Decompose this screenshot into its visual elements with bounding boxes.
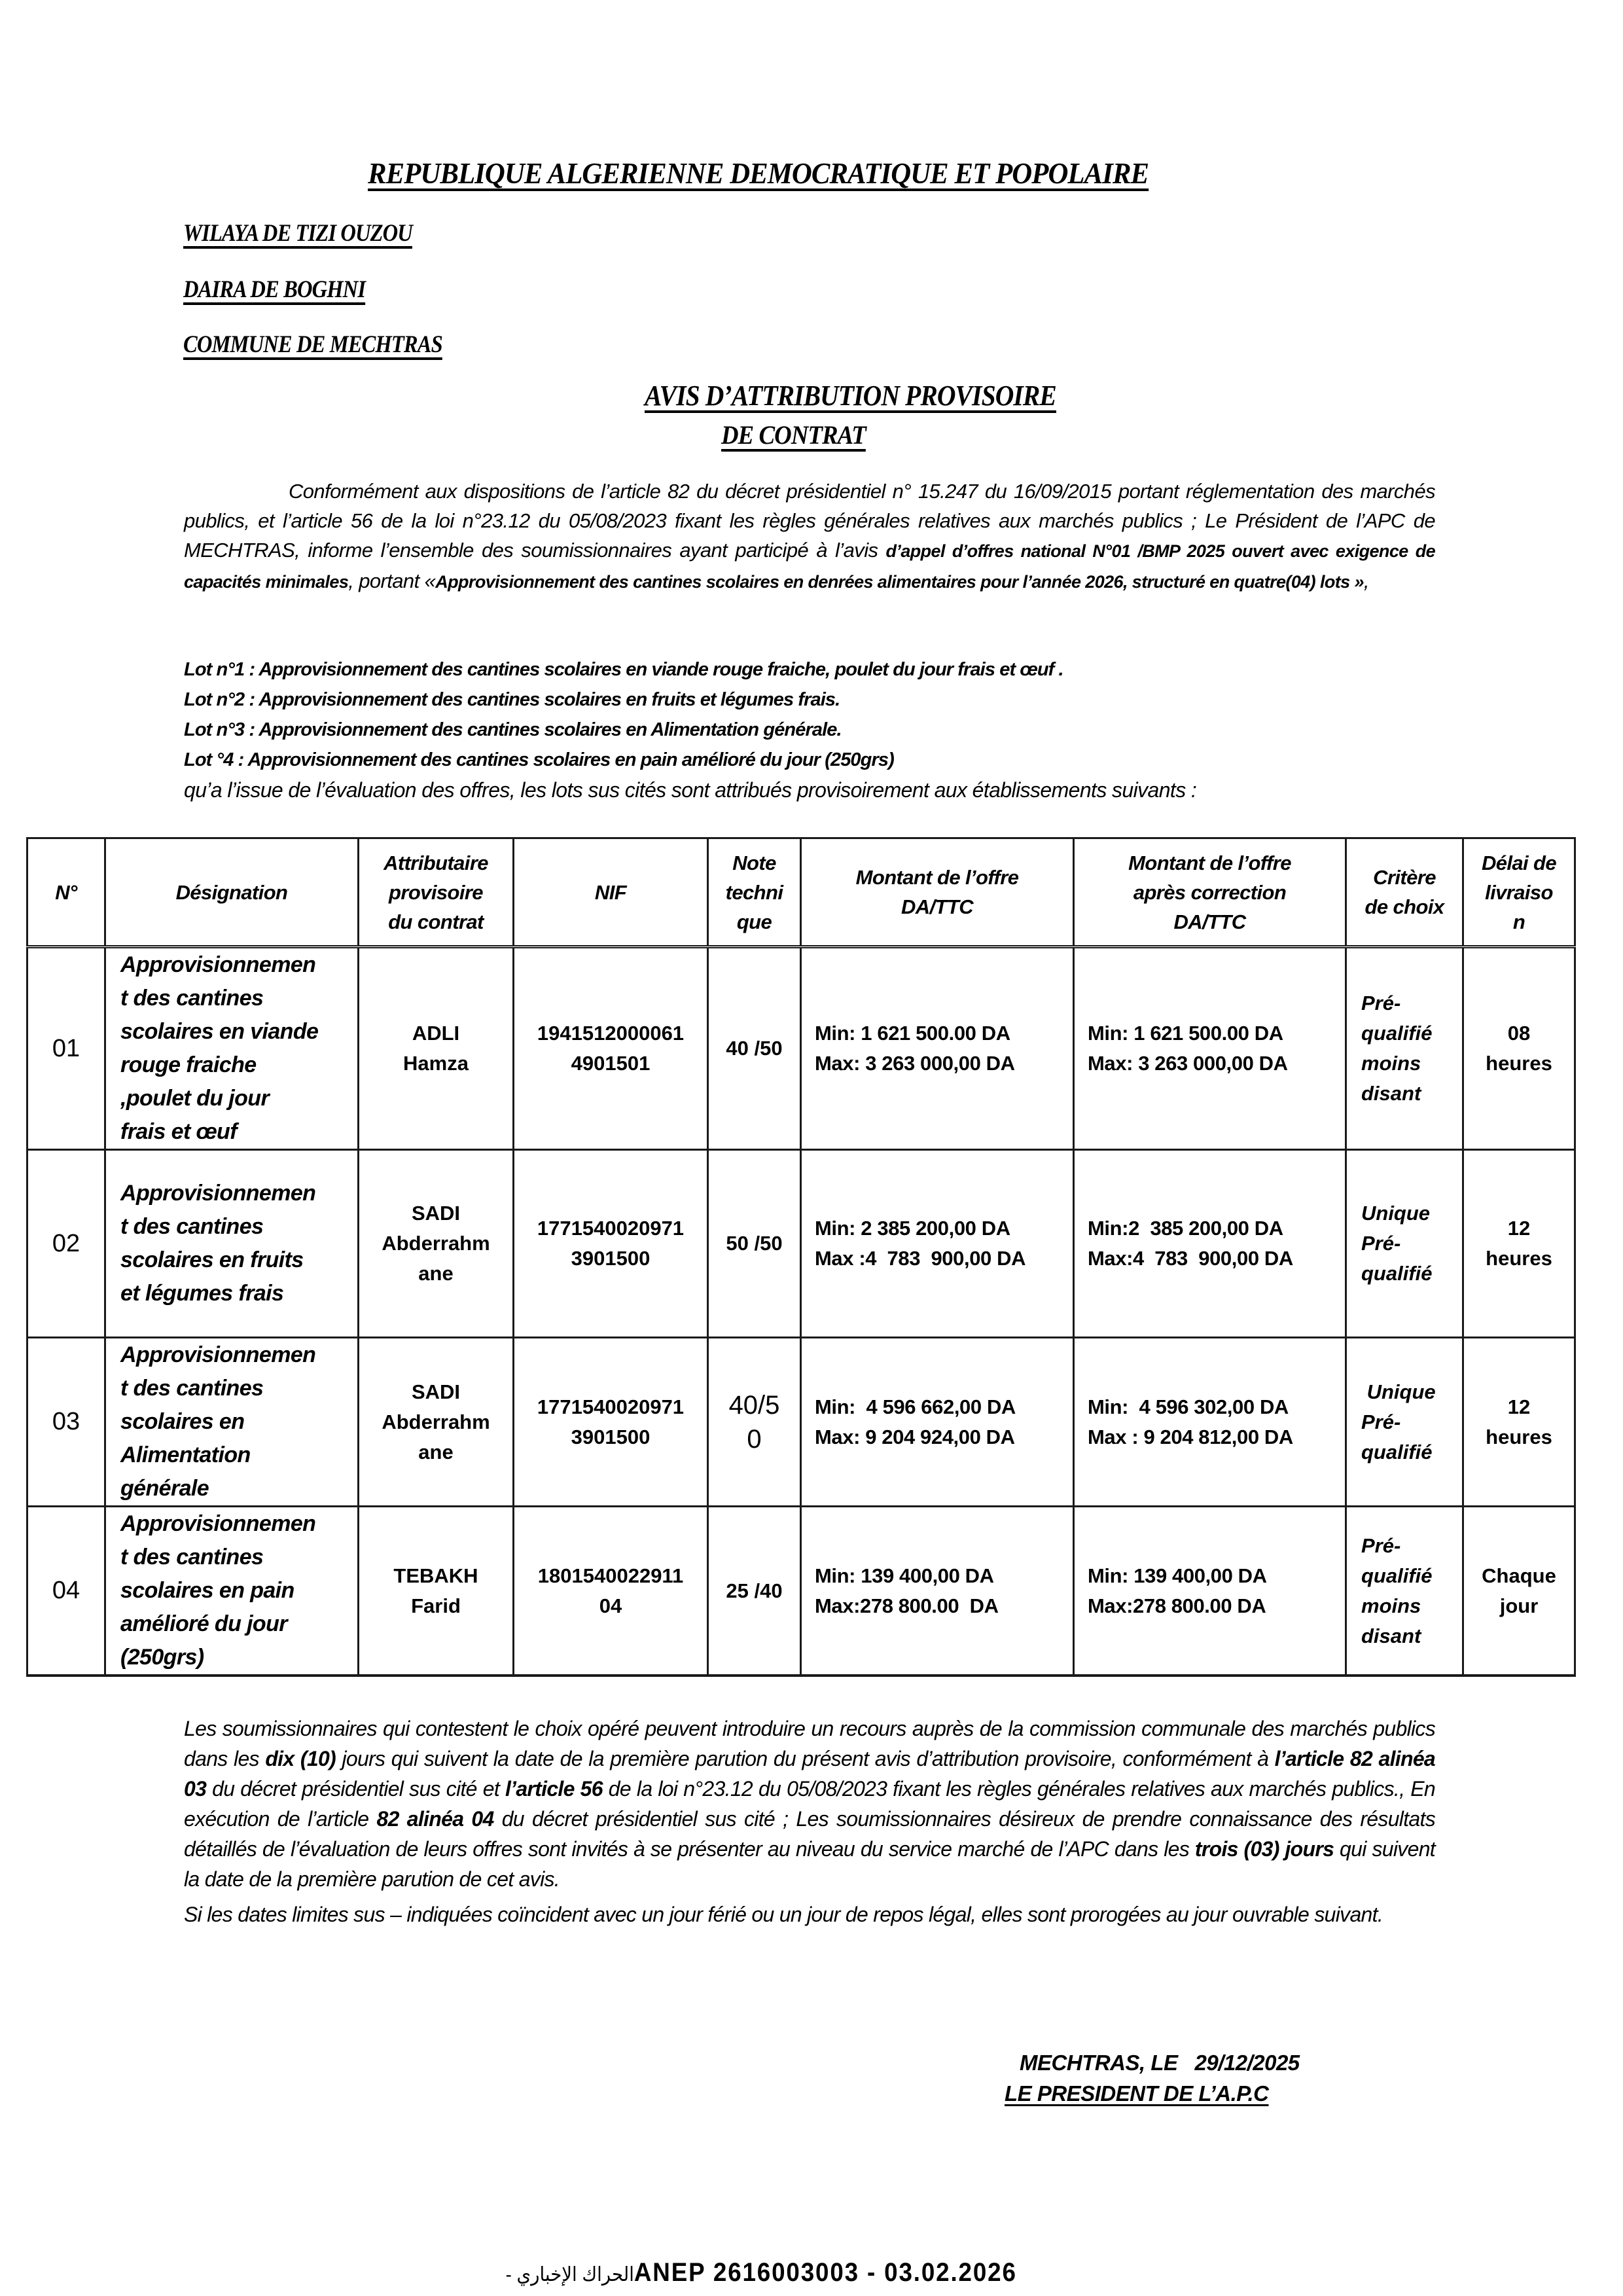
col-header-montant [801, 838, 1074, 947]
cell-line: Montant de l’offre [1128, 851, 1291, 874]
cell-critere [1346, 1150, 1463, 1338]
cell-line: Approvisionnemen [120, 1181, 316, 1206]
lots-list [184, 655, 1435, 775]
cell-montant-correction [1074, 1338, 1346, 1507]
cell-line: 1771540020971 [537, 1395, 685, 1418]
cell-line: 3901500 [571, 1425, 651, 1448]
cell-line: TEBAKH [393, 1564, 478, 1587]
cell-note [708, 1150, 801, 1338]
cell-line: NIF [594, 880, 627, 904]
daira-heading: DAIRA DE BOGHNI [183, 276, 366, 303]
cell-line: provisoire [389, 880, 483, 904]
cell-line: Max: 9 204 924,00 DA [815, 1425, 1015, 1448]
cell-line: Min: 139 400,00 DA [815, 1564, 994, 1587]
lot-item: Lot n°1 : Approvisionnement des cantines scolaires en viande rouge fraiche, poulet du jour frais et œuf . [184, 659, 1063, 680]
col-header-nif [514, 838, 708, 947]
cell-montant [801, 1150, 1074, 1338]
signatory-title: LE PRESIDENT DE L’A.P.C [1005, 2081, 1269, 2106]
cell-line: Montant de l’offre [855, 866, 1019, 889]
cell-attributaire [359, 1338, 514, 1507]
article-ref: 82 alinéa 04 [376, 1807, 494, 1831]
cell-line: ,poulet du jour [120, 1086, 270, 1111]
cell-line: 50 /50 [726, 1232, 783, 1255]
cell-line: Max : 9 204 812,00 DA [1088, 1425, 1293, 1448]
cell-montant [801, 1507, 1074, 1676]
signature-place: MECHTRAS, LE [1020, 2051, 1178, 2075]
cell-line: techni [725, 880, 783, 904]
cell-line: Désignation [175, 880, 288, 904]
commune-heading: COMMUNE DE MECHTRAS [183, 331, 442, 358]
cell-line: scolaires en viande [120, 1019, 319, 1044]
col-header-designation [105, 838, 359, 947]
cell-line: SADI [411, 1202, 461, 1225]
signature-date: 29/12/2025 [1194, 2051, 1300, 2075]
cell-line: DA/TTC [901, 895, 974, 918]
cell-num: 04 [27, 1507, 105, 1676]
cell-line: Chaque [1482, 1564, 1556, 1587]
cell-line: t des cantines [120, 1545, 264, 1570]
attribution-intro: qu’a l’issue de l’évaluation des offres, les lots sus cités sont attribués provisoirement aux établissements suivants : [184, 778, 1197, 802]
cell-line: et légumes frais [120, 1281, 284, 1306]
cell-line: Délai de [1481, 851, 1557, 874]
cell-line: moins [1361, 1052, 1421, 1075]
attribution-table [26, 837, 1576, 1677]
cell-montant [801, 1338, 1074, 1507]
cell-designation [105, 1338, 359, 1507]
cell-line: disant [1361, 1082, 1421, 1105]
cell-line: qualifié [1361, 1262, 1433, 1285]
intro-tender-ref: d’appel d’offres national N°01 /BMP 2025 ouvert avec exigence de capacités minimales [184, 541, 1435, 592]
col-header-attributaire [359, 838, 514, 947]
cell-line: Min: 139 400,00 DA [1088, 1564, 1267, 1587]
cell-line: Min:2 385 200,00 DA [1088, 1217, 1283, 1240]
table-row [27, 1338, 1575, 1507]
cell-line: Max: 3 263 000,00 DA [1088, 1052, 1288, 1075]
cell-line: Min: 2 385 200,00 DA [815, 1217, 1010, 1240]
cell-designation [105, 1150, 359, 1338]
cell-attributaire [359, 947, 514, 1150]
cell-line: Unique [1361, 1380, 1436, 1403]
cell-line: Max: 3 263 000,00 DA [815, 1052, 1015, 1075]
table-row [27, 947, 1575, 1150]
deadline-recourse: dix (10) [265, 1747, 336, 1770]
col-header-delai [1463, 838, 1575, 947]
cell-montant [801, 947, 1074, 1150]
cell-line: Note [732, 851, 776, 874]
cell-line: Min: 1 621 500.00 DA [1088, 1022, 1283, 1045]
publication-footer [501, 2258, 1017, 2287]
cell-line: 1801540022911 [537, 1564, 684, 1587]
cell-line: générale [120, 1476, 209, 1501]
cell-line: heures [1486, 1052, 1552, 1075]
cell-line: Approvisionnemen [120, 1511, 316, 1536]
cell-line: t des cantines [120, 986, 264, 1011]
cell-line: N° [55, 880, 77, 904]
newspaper-name: الحراك الإخباري - [501, 2264, 634, 2286]
table-header [27, 838, 1575, 947]
lot-item: Lot n°3 : Approvisionnement des cantines scolaires en Alimentation générale. [184, 719, 842, 740]
cell-line: t des cantines [120, 1376, 264, 1401]
table-row [27, 1507, 1575, 1676]
cell-line: DA/TTC [1173, 910, 1246, 933]
cell-designation [105, 1507, 359, 1676]
cell-line: après correction [1133, 880, 1287, 904]
cell-critere [1346, 1507, 1463, 1676]
lot-item: Lot °4 : Approvisionnement des cantines scolaires en pain amélioré du jour (250grs) [184, 749, 894, 770]
closing-paragraphs [184, 1713, 1435, 1935]
cell-line: heures [1486, 1425, 1552, 1448]
col-header-note [708, 838, 801, 947]
cell-line: Critère [1373, 866, 1436, 889]
cell-line: Pré- [1361, 1410, 1401, 1433]
cell-line: Attributaire [383, 851, 488, 874]
cell-delai [1463, 1507, 1575, 1676]
cell-line: scolaires en pain [120, 1578, 294, 1603]
cell-delai [1463, 1338, 1575, 1507]
col-header-critere [1346, 838, 1463, 947]
cell-line: heures [1486, 1247, 1552, 1270]
cell-line: 3901500 [571, 1247, 651, 1270]
cell-line: qualifié [1361, 1564, 1433, 1587]
cell-line: Pré- [1361, 992, 1401, 1014]
intro-tender-object: Approvisionnement des cantines scolaires en denrées alimentaires pour l’année 2026, structuré en quatre(04) lots » [435, 572, 1364, 592]
cell-line: 40/5 [728, 1390, 780, 1420]
cell-line: ane [418, 1262, 454, 1285]
cell-line: qualifié [1361, 1022, 1433, 1045]
cell-designation [105, 947, 359, 1150]
intro-paragraph [184, 476, 1435, 597]
col-header-montant-correction [1074, 838, 1346, 947]
cell-line: Max:4 783 900,00 DA [1088, 1247, 1293, 1270]
cell-line: Max :4 783 900,00 DA [815, 1247, 1026, 1270]
lot-item: Lot n°2 : Approvisionnement des cantines scolaires en fruits et légumes frais. [184, 689, 840, 710]
cell-nif [514, 1507, 708, 1676]
cell-line: t des cantines [120, 1214, 264, 1239]
anep-reference: ANEP 2616003003 - 03.02.2026 [633, 2258, 1017, 2287]
cell-line: Abderrahm [382, 1410, 490, 1433]
cell-line: jour [1499, 1594, 1539, 1617]
cell-line: scolaires en fruits [120, 1247, 304, 1272]
cell-line: de choix [1364, 895, 1444, 918]
cell-line: disant [1361, 1624, 1421, 1647]
cell-line: du contrat [388, 910, 484, 933]
cell-line: Farid [411, 1594, 461, 1617]
cell-line: qualifié [1361, 1440, 1433, 1463]
cell-line: scolaires en [120, 1409, 245, 1434]
cell-line: Max:278 800.00 DA [1088, 1594, 1266, 1617]
cell-nif [514, 947, 708, 1150]
cell-line: n [1512, 910, 1525, 933]
cell-nif [514, 1338, 708, 1507]
cell-montant-correction [1074, 947, 1346, 1150]
cell-critere [1346, 947, 1463, 1150]
cell-note [708, 1338, 801, 1507]
cell-line: 25 /40 [726, 1579, 783, 1602]
cell-attributaire [359, 1150, 514, 1338]
deadline-consultation: trois (03) jours [1194, 1837, 1334, 1861]
article-ref: l’article 56 [505, 1777, 603, 1801]
cell-line: livraiso [1485, 880, 1553, 904]
wilaya-heading: WILAYA DE TIZI OUZOU [183, 220, 412, 247]
cell-line: 40 /50 [726, 1037, 783, 1060]
cell-line: Approvisionnemen [120, 1342, 316, 1367]
cell-num: 01 [27, 947, 105, 1150]
cell-montant-correction [1074, 1507, 1346, 1676]
cell-line: 0 [747, 1424, 762, 1454]
recourse-paragraph: Les soumissionnaires qui contestent le choix opéré peuvent introduire un recours auprès de la commission communale des marchés publics dans les dix (10) jours qui suivent la date de la première parution du présent avis d’attribution provisoire, conformément à l’article 82 alinéa 03 du décret présidentiel sus cité et l’article 56 de la loi n°23.12 du 05/08/2023 fixant les règles générales relatives aux marchés publics., En exécution de l’article 82 alinéa 04 du décret présidentiel sus cité ; Les soumissionnaires désireux de prendre connaissance des résultats détaillés de l’évaluation de leurs offres sont invités à se présenter au niveau du service marché de l’APC dans les trois (03) jours qui suivent la date de la première parution de cet avis. [184, 1717, 1436, 1891]
cell-line: Min: 4 596 302,00 DA [1088, 1395, 1289, 1418]
cell-montant-correction [1074, 1150, 1346, 1338]
cell-line: Pré- [1361, 1534, 1401, 1557]
cell-line: Min: 1 621 500.00 DA [815, 1022, 1010, 1045]
table-row [27, 1150, 1575, 1338]
cell-line: 12 [1507, 1395, 1531, 1418]
cell-critere [1346, 1338, 1463, 1507]
cell-nif [514, 1150, 708, 1338]
cell-line: SADI [411, 1380, 461, 1403]
cell-note [708, 947, 801, 1150]
cell-line: Abderrahm [382, 1232, 490, 1255]
article-ref: l’article 82 alinéa 03 [184, 1747, 1436, 1801]
cell-line: 4901501 [571, 1052, 651, 1075]
cell-line: 08 [1507, 1022, 1531, 1045]
cell-line: 1771540020971 [537, 1217, 685, 1240]
cell-line: Unique [1361, 1202, 1431, 1225]
cell-delai [1463, 1150, 1575, 1338]
intro-text-1: Conformément aux dispositions de l’article 82 du décret présidentiel n° 15.247 du 16/09/2015 portant réglementation des marchés publics, et l’article 56 de la loi n°23.12 du 05/08/2023 fixant les règles générales relatives aux marchés publics ; Le Président de l’APC de MECHTRAS, informe l’ensemble des soumissionnaires ayant participé à l’avis [184, 480, 1435, 562]
cell-line: Approvisionnemen [120, 952, 316, 977]
cell-attributaire [359, 1507, 514, 1676]
cell-line: frais et œuf [120, 1119, 237, 1144]
col-header-num [27, 838, 105, 947]
intro-text-3: , [1363, 569, 1369, 592]
holiday-paragraph: Si les dates limites sus – indiquées coïncident avec un jour férié ou un jour de repos légal, elles sont prorogées au jour ouvrable suivant. [184, 1903, 1383, 1926]
cell-line: amélioré du jour [120, 1611, 287, 1636]
cell-line: rouge fraiche [120, 1052, 257, 1077]
cell-line: Pré- [1361, 1232, 1401, 1255]
cell-line: Max:278 800.00 DA [815, 1594, 999, 1617]
cell-line: ane [418, 1440, 454, 1463]
cell-line: Min: 4 596 662,00 DA [815, 1395, 1016, 1418]
cell-line: que [736, 910, 772, 933]
intro-text-2: , portant « [348, 569, 436, 592]
cell-line: 1941512000061 [537, 1022, 685, 1045]
cell-line: (250grs) [120, 1645, 204, 1670]
document-subtitle: DE CONTRAT [721, 420, 866, 450]
cell-line: 04 [599, 1594, 622, 1617]
cell-line: 12 [1507, 1217, 1531, 1240]
cell-line: moins [1361, 1594, 1421, 1617]
cell-line: Alimentation [120, 1443, 251, 1467]
cell-num: 03 [27, 1338, 105, 1507]
cell-line: Hamza [403, 1052, 469, 1075]
cell-num: 02 [27, 1150, 105, 1338]
cell-line: ADLI [412, 1022, 460, 1045]
document-title: AVIS D’ATTRIBUTION PROVISOIRE [645, 380, 1056, 412]
signature-place-date [1020, 2051, 1300, 2075]
cell-note [708, 1507, 801, 1676]
cell-delai [1463, 947, 1575, 1150]
republic-heading: REPUBLIQUE ALGERIENNE DEMOCRATIQUE ET POPOLAIRE [368, 156, 1149, 190]
